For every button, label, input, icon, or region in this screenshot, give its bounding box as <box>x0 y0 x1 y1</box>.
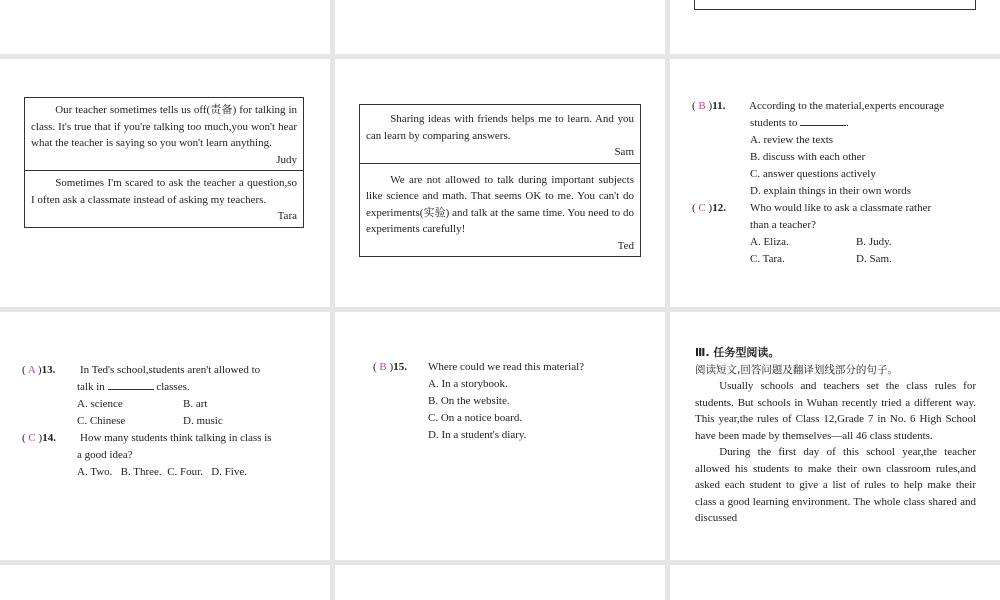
passage-text: Sharing ideas with friends helps me to learn. And you can learn by comparing answers. <box>366 113 634 142</box>
answer-bracket: ( B )11. <box>692 100 726 112</box>
passage-author: Judy <box>276 153 297 166</box>
option-c: C. Chinese <box>77 415 126 427</box>
question-14 <box>22 430 312 481</box>
option-a: A. In a storybook. <box>428 378 508 390</box>
option-c: C. Four. <box>167 466 203 478</box>
tile-row3-left <box>0 312 330 560</box>
question-11 <box>692 98 982 200</box>
answer-mark: C <box>28 432 36 444</box>
option-b: B. Three. <box>120 466 162 478</box>
question-13 <box>22 362 312 430</box>
answer-mark: B <box>698 100 706 112</box>
tile-row2-right <box>670 59 1000 307</box>
section-paragraph-2: During the first day of this school year,the teacher allowed his students to make their own classroom rules,and asked each student to give a list of rules to help make their class a good learning environment. The whole class shared and discussed <box>695 446 976 524</box>
partial-box <box>694 0 976 10</box>
answer-bracket: ( C )14. <box>22 432 56 444</box>
question-stem-cont: students to <box>750 117 798 129</box>
answer-bracket: ( C )12. <box>692 202 726 214</box>
question-number: 11. <box>712 100 726 112</box>
answer-mark: B <box>379 361 387 373</box>
answer-bracket: ( A )13. <box>22 364 56 376</box>
option-c: C. On a notice board. <box>428 412 523 424</box>
question-number: 12. <box>712 202 726 214</box>
stem-end: . <box>846 117 849 129</box>
question-stem-cont: a good idea? <box>77 449 133 461</box>
option-a: A. science <box>77 398 123 410</box>
passage-author: Sam <box>614 146 634 158</box>
question-stem: Where could we read this material? <box>428 361 585 373</box>
answer-mark: C <box>698 202 706 214</box>
answer-mark: A <box>27 364 36 376</box>
question-stem: Who would like to ask a classmate rather <box>750 202 932 214</box>
passage-box-judy-tara <box>24 97 304 228</box>
option-c: C. Tara. <box>750 253 785 265</box>
question-stem: How many students think talking in class is <box>80 432 272 444</box>
tile-top-left <box>0 0 330 54</box>
passage-box-sam-ted <box>359 104 641 257</box>
answer-blank <box>800 115 846 126</box>
tile-top-right <box>670 0 1000 54</box>
question-stem-cont: talk in <box>77 381 105 393</box>
question-number: 14. <box>42 432 56 444</box>
passage-text: Sometimes I'm scared to ask the teacher a question,so I often ask a classmate instead of asking my teachers. <box>31 177 297 206</box>
option-d: D. music <box>183 415 223 427</box>
option-b: B. art <box>183 398 208 410</box>
question-stem-cont: than a teacher? <box>750 219 816 231</box>
section-instruction: 阅读短文,回答问题及翻译划线部分的句子。 <box>695 363 898 376</box>
passage-author: Ted <box>617 239 634 252</box>
passage-ted <box>360 164 640 257</box>
option-b: B. Judy. <box>856 236 892 248</box>
question-stem: According to the material,experts encourage <box>749 100 945 112</box>
passage-text: Our teacher sometimes tells us off(责备) for talking in class. It's true that if you're talking too much,you won't hear what the teacher is saying so you won't learn anything. <box>31 104 297 149</box>
tile-row3-middle <box>335 312 665 560</box>
section-3 <box>695 345 976 527</box>
passage-text: We are not allowed to talk during important subjects like science and math. That seems OK to me. You can't do experiments(实验) and talk at the same time. You need to do experiments carefully! <box>366 173 634 235</box>
answer-bracket: ( B )15. <box>373 361 407 373</box>
passage-judy <box>25 98 303 171</box>
passage-tara <box>25 171 303 227</box>
answer-blank <box>108 379 154 390</box>
tile-row2-left <box>0 59 330 307</box>
option-b: B. discuss with each other <box>750 151 866 163</box>
option-a: A. review the texts <box>750 134 834 146</box>
question-15 <box>373 359 653 444</box>
section-paragraph-1: Usually schools and teachers set the class rules for students. But schools in Wuhan recently tried a different way. This year,the rules of Class 12,Grade 7 in No. 6 High School have been made by themselves—all 46 class students. <box>695 380 976 442</box>
tile-bottom-left <box>0 565 330 600</box>
question-stem: In Ted's school,students aren't allowed to <box>80 364 261 376</box>
option-d: D. Five. <box>211 466 247 478</box>
tile-row2-middle <box>335 59 665 307</box>
tile-bottom-middle <box>335 565 665 600</box>
passage-author: Tara <box>277 210 297 222</box>
option-d: D. Sam. <box>856 253 892 265</box>
option-d: D. explain things in their own words <box>750 185 912 197</box>
question-12 <box>692 200 982 268</box>
question-stem-end: classes. <box>156 381 190 393</box>
tile-top-middle <box>335 0 665 54</box>
question-number: 13. <box>41 364 56 376</box>
question-number: 15. <box>393 361 407 373</box>
tile-row3-right <box>670 312 1000 560</box>
tile-bottom-right <box>670 565 1000 600</box>
option-a: A. Two. <box>77 466 113 478</box>
option-d: D. In a student's diary. <box>428 429 527 441</box>
section-heading: Ⅲ. 任务型阅读。 <box>695 346 780 359</box>
passage-sam <box>360 105 640 164</box>
option-c: C. answer questions actively <box>750 168 876 180</box>
option-a: A. Eliza. <box>750 236 789 248</box>
option-b: B. On the website. <box>428 395 510 407</box>
